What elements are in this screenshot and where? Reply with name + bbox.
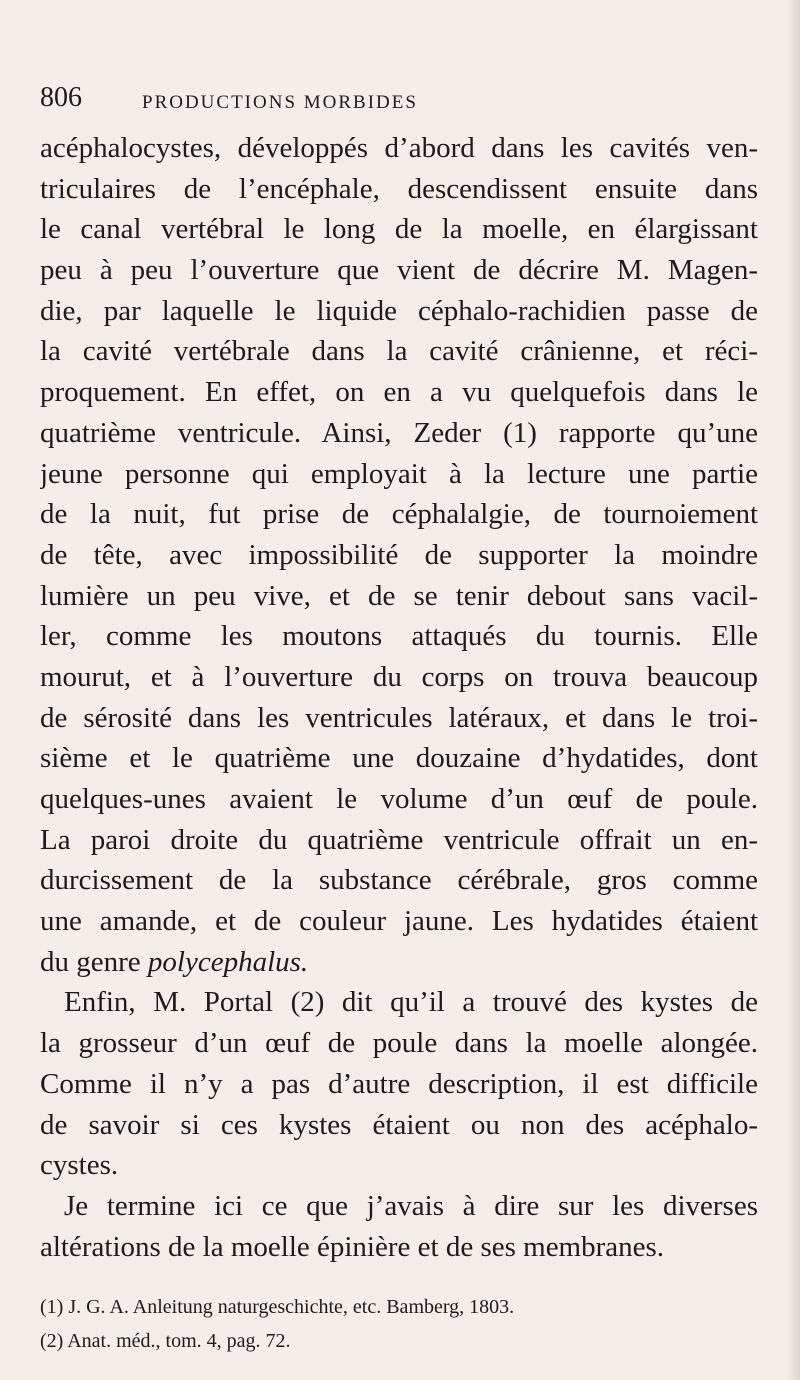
paragraph-line: de savoir si ces kystes étaient ou non des acéphalo- [40,1108,758,1141]
text-line: quatrième ventricule. Ainsi, Zeder (1) rapporte qu’une [40,416,758,449]
paragraph-line: Comme il n’y a pas d’autre description, il est difficile [40,1067,758,1100]
body-text [40,128,758,1267]
genus-prefix: du genre [40,945,148,978]
text-line: durcissement de la substance cérébrale, gros comme [40,864,758,897]
text-line: le canal vertébral le long de la moelle, en élargissant [40,213,758,246]
text-line: une amande, et de couleur jaune. Les hydatides étaient [40,905,758,938]
footnotes [40,1290,730,1358]
text-line: quelques-unes avaient le volume d’un œuf de poule. [40,783,758,815]
text-line: proquement. En effet, on en a vu quelquefois dans le [40,376,758,409]
text-line: la cavité vertébrale dans la cavité crânienne, et réci- [40,335,758,368]
text-line: de sérosité dans les ventricules latéraux, et dans le troi- [40,701,758,734]
genus-name: polycephalus. [147,945,309,978]
paragraph-line: altérations de la moelle épinière et de ses membranes. [40,1230,665,1263]
paragraph-line: la grosseur d’un œuf de poule dans la moelle alongée. [40,1027,758,1060]
paragraph-line: Je termine ici ce que j’avais à dire sur les diverses [64,1189,758,1222]
text-line: de la nuit, fut prise de céphalalgie, de tournoiement [40,498,758,531]
text-line: ler, comme les moutons attaqués du tournis. Elle [40,620,758,653]
text-line: die, par laquelle le liquide céphalo-rachidien passe de [40,294,758,327]
text-line: La paroi droite du quatrième ventricule offrait un en- [40,823,758,856]
text-line: de tête, avec impossibilité de supporter la moindre [40,538,758,571]
text-line: lumière un peu vive, et de se tenir debout sans vacil- [40,579,758,612]
text-line: triculaires de l’encéphale, descendissent ensuite dans [40,172,758,205]
text-line: jeune personne qui employait à la lecture une partie [40,457,758,490]
running-head: PRODUCTIONS MORBIDES [142,92,418,113]
text-line: peu à peu l’ouverture que vient de décrire M. Magen- [40,254,758,287]
page-number: 806 [40,82,82,113]
paragraph-line: cystes. [40,1149,119,1182]
footnote-2: (2) Anat. méd., tom. 4, pag. 72. [40,1330,291,1352]
text-line: mourut, et à l’ouverture du corps on trouva beaucoup [40,660,758,693]
page-edge-shadow [786,0,800,1380]
text-line: acéphalocystes, développés d’abord dans les cavités ven- [40,132,758,164]
text-line-genus [40,942,758,983]
text-line: sième et le quatrième une douzaine d’hydatides, dont [40,742,758,775]
page-header [40,80,760,120]
paragraph-line: Enfin, M. Portal (2) dit qu’il a trouvé des kystes de [64,986,758,1019]
footnote-1: (1) J. G. A. Anleitung naturgeschichte, etc. Bamberg, 1803. [40,1296,515,1318]
